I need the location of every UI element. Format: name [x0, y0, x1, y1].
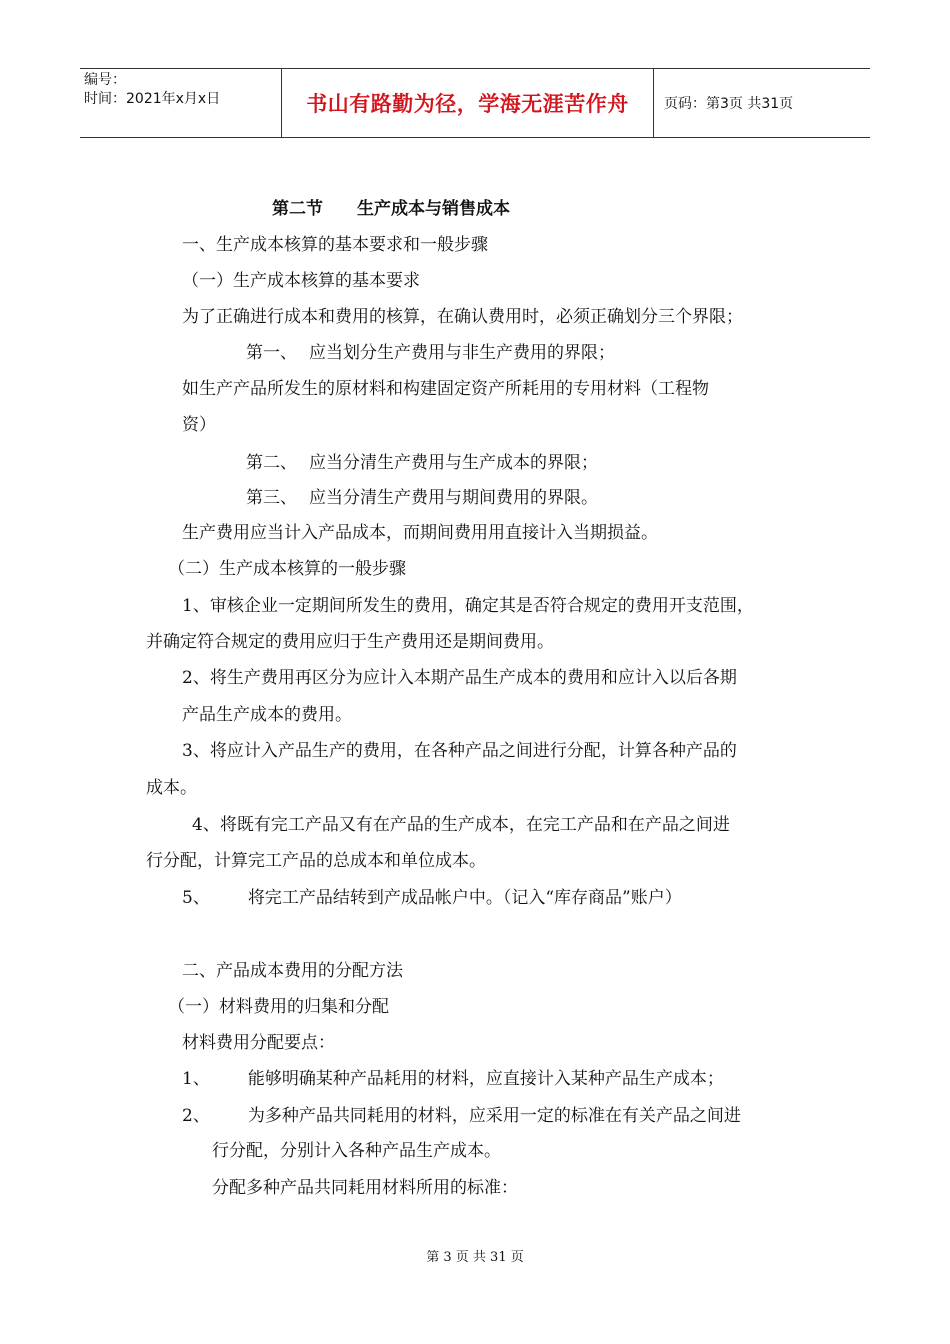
list-item	[182, 1068, 724, 1090]
section-title	[272, 198, 510, 220]
paragraph-line: 资）	[182, 415, 216, 435]
list-text: 为多种产品共同耗用的材料，应采用一定的标准在有关产品之间进	[247, 1106, 741, 1126]
section-title-number: 第二节	[272, 199, 323, 219]
header-meta	[80, 69, 282, 137]
subheading-1: （一）生产成本核算的基本要求	[182, 271, 420, 291]
list-item	[182, 1105, 741, 1127]
header-motto: 书山有路勤为径，学海无涯苦作舟	[282, 69, 654, 137]
paragraph-line: 材料费用分配要点：	[182, 1033, 335, 1053]
paragraph-line: 3、将应计入产品生产的费用，在各种产品之间进行分配，计算各种产品的	[182, 741, 737, 761]
header-page-code: 页码：第3页 共31页	[664, 96, 794, 112]
time-label: 时间：2021年x月x日	[84, 91, 221, 107]
list-text: 应当分清生产费用与生产成本的界限；	[309, 453, 598, 473]
paragraph-line: 2、将生产费用再区分为应计入本期产品生产成本的费用和应计入以后各期	[182, 668, 737, 688]
list-text: 应当分清生产费用与期间费用的界限。	[309, 488, 598, 508]
list-item	[246, 487, 598, 509]
paragraph-line: 分配多种产品共同耗用材料所用的标准：	[212, 1178, 518, 1198]
heading-1: 一、生产成本核算的基本要求和一般步骤	[182, 235, 488, 255]
paragraph-line: 生产费用应当计入产品成本，而期间费用用直接计入当期损益。	[182, 523, 658, 543]
list-marker: 1、	[182, 1069, 210, 1089]
document-header	[80, 68, 870, 138]
list-marker: 第一、	[246, 343, 297, 363]
subheading-2: （二）生产成本核算的一般步骤	[168, 559, 406, 579]
list-text: 能够明确某种产品耗用的材料，应直接计入某种产品生产成本；	[247, 1069, 724, 1089]
paragraph-line: 4、将既有完工产品又有在产品的生产成本，在完工产品和在产品之间进	[192, 815, 730, 835]
list-item	[246, 452, 598, 474]
subheading-3: （一）材料费用的归集和分配	[168, 997, 389, 1017]
list-text: 应当划分生产费用与非生产费用的界限；	[309, 343, 615, 363]
paragraph-line: 成本。	[146, 778, 197, 798]
page-footer: 第 3 页 共 31 页	[426, 1250, 524, 1265]
list-item	[182, 887, 682, 909]
list-marker: 第三、	[246, 488, 297, 508]
list-marker: 2、	[182, 1106, 210, 1126]
list-item	[246, 342, 615, 364]
paragraph-line: 产品生产成本的费用。	[182, 705, 352, 725]
number-label: 编号：	[84, 72, 126, 88]
section-title-text: 生产成本与销售成本	[357, 199, 510, 219]
list-text: 将完工产品结转到产成品帐户中。（记入“库存商品”账户）	[247, 888, 682, 908]
paragraph-line: 行分配，计算完工产品的总成本和单位成本。	[146, 851, 486, 871]
paragraph-line: 1、审核企业一定期间所发生的费用，确定其是否符合规定的费用开支范围，	[182, 596, 754, 616]
paragraph-line: 为了正确进行成本和费用的核算，在确认费用时，必须正确划分三个界限；	[182, 307, 743, 327]
heading-2: 二、产品成本费用的分配方法	[182, 961, 403, 981]
paragraph-line: 如生产产品所发生的原材料和构建固定资产所耗用的专用材料（工程物	[182, 379, 709, 399]
paragraph-line: 并确定符合规定的费用应归于生产费用还是期间费用。	[146, 632, 554, 652]
list-marker: 5、	[182, 888, 210, 908]
paragraph-line: 行分配，分别计入各种产品生产成本。	[212, 1141, 501, 1161]
list-marker: 第二、	[246, 453, 297, 473]
